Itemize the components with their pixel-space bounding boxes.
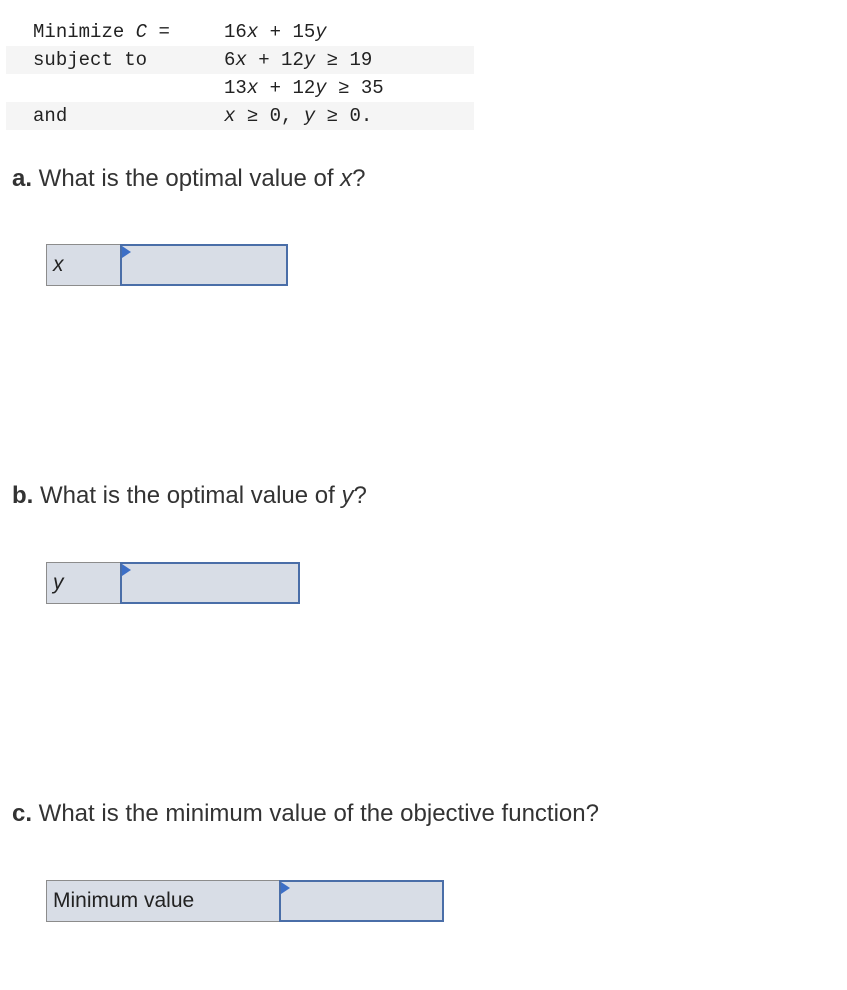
question-letter: c.: [12, 800, 33, 827]
question-text: What is the optimal value of: [32, 165, 341, 192]
answer-label: Minimum value: [46, 880, 279, 922]
lp-expression: 16x + 15y: [224, 21, 327, 43]
flag-icon: [281, 882, 290, 894]
answer-x: [46, 244, 288, 284]
question-c: [12, 800, 599, 828]
flag-icon: [122, 564, 131, 576]
answer-label: y: [46, 562, 120, 604]
question-text-end: ?: [352, 165, 366, 192]
flag-icon: [122, 246, 131, 258]
question-a: [12, 165, 366, 193]
lp-row-constraint-1: [6, 46, 474, 74]
answer-y: [46, 562, 300, 602]
question-b: [12, 482, 367, 510]
lp-row-constraint-2: [6, 74, 474, 102]
answer-minimum-input[interactable]: [279, 880, 444, 922]
lp-label: subject to: [33, 49, 148, 71]
question-variable: y: [341, 482, 354, 509]
answer-y-input[interactable]: [120, 562, 300, 604]
lp-label: Minimize C =: [33, 21, 170, 43]
lp-expression: 6x + 12y ≥ 19: [224, 49, 373, 71]
answer-label: x: [46, 244, 120, 286]
question-variable: x: [340, 165, 353, 192]
question-text: What is the optimal value of: [33, 482, 342, 509]
lp-expression: x ≥ 0, y ≥ 0.: [224, 105, 373, 127]
lp-row-objective: [6, 18, 474, 46]
answer-minimum: [46, 880, 444, 920]
answer-x-input[interactable]: [120, 244, 288, 286]
question-letter: b.: [12, 482, 34, 509]
question-text-end: ?: [353, 482, 367, 509]
lp-expression: 13x + 12y ≥ 35: [224, 77, 384, 99]
lp-problem: [6, 18, 474, 130]
question-letter: a.: [12, 165, 33, 192]
lp-row-nonnegativity: [6, 102, 474, 130]
question-text: What is the minimum value of the objective function?: [32, 800, 599, 827]
lp-label: and: [33, 105, 68, 127]
